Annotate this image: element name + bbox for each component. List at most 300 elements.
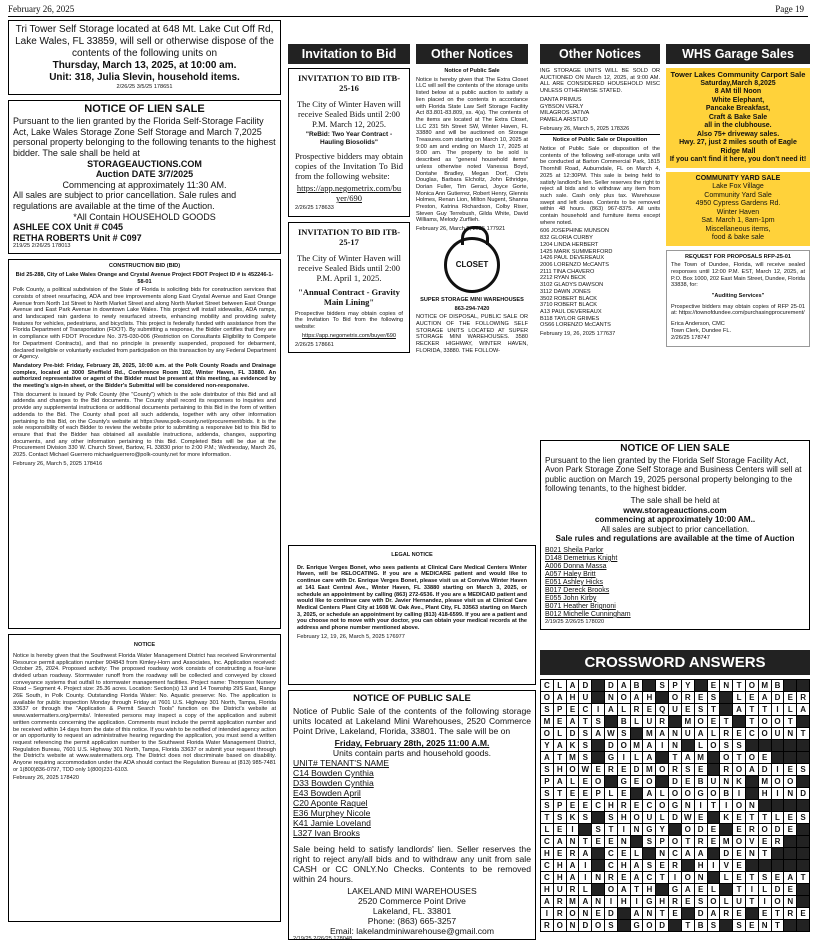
- crossword-cell: A: [567, 860, 580, 872]
- crossword-cell: H: [656, 896, 669, 908]
- crossword-cell: R: [631, 704, 644, 716]
- crossword-block: [656, 776, 669, 788]
- rfp-signature: Erica Anderson, CMC Town Clerk, Dundee FL. 2/26/25 178747: [671, 321, 732, 341]
- crossword-cell: E: [784, 764, 797, 776]
- lakeland-unit: K41 Jamie Loveland: [293, 818, 371, 828]
- crossword-cell: H: [618, 896, 631, 908]
- page-date: February 26, 2025: [8, 4, 75, 14]
- crossword-cell: O: [772, 776, 785, 788]
- crossword-cell: M: [643, 764, 656, 776]
- lien-contains: *All Contain HOUSEHOLD GOODS: [73, 211, 216, 222]
- crossword-cell: D: [605, 740, 618, 752]
- crossword-block: [708, 872, 721, 884]
- lakeland-phone: Phone: (863) 665-3257: [367, 916, 457, 926]
- crossword-cell: D: [695, 908, 708, 920]
- crossword-cell: L: [772, 812, 785, 824]
- crossword-cell: A: [554, 776, 567, 788]
- crossword-header: CROSSWORD ANSWERS: [540, 650, 810, 675]
- crossword-cell: R: [720, 728, 733, 740]
- crossword-cell: A: [541, 752, 554, 764]
- crossword-cell: O: [669, 836, 682, 848]
- crossword-cell: T: [554, 788, 567, 800]
- crossword-cell: A: [605, 704, 618, 716]
- super-storage-phone: 863-294-7420: [454, 305, 490, 312]
- crossword-cell: U: [669, 704, 682, 716]
- crossword-cell: A: [618, 884, 631, 896]
- crossword-cell: O: [733, 764, 746, 776]
- crossword-cell: R: [554, 896, 567, 908]
- crossword-cell: N: [784, 896, 797, 908]
- crossword-cell: G: [643, 896, 656, 908]
- crossword-cell: L: [656, 788, 669, 800]
- crossword-cell: G: [618, 776, 631, 788]
- crossword-cell: D: [797, 788, 810, 800]
- crossword-cell: S: [797, 812, 810, 824]
- crossword-block: [784, 800, 797, 812]
- crossword-cell: E: [592, 908, 605, 920]
- crossword-cell: R: [746, 824, 759, 836]
- crossword-cell: O: [784, 776, 797, 788]
- lakeland-unit: E36 Murphey Nicole: [293, 808, 371, 818]
- crossword-cell: T: [746, 812, 759, 824]
- crossword-block: [682, 860, 695, 872]
- crossword-cell: A: [695, 848, 708, 860]
- crossword-block: [797, 776, 810, 788]
- crossword-block: [797, 860, 810, 872]
- crossword-cell: O: [618, 692, 631, 704]
- crossword-cell: U: [772, 728, 785, 740]
- lake-fox-details: Lake Fox Village Community Yard Sale 4950 Cypress Gardens Rd. Winter Haven Sat. March 1, 8am-1pm Miscellaneous items, food & bake sale: [695, 183, 781, 241]
- extra-closet-body: Notice is hereby given that The Extra Closet LLC will sell the contents of the storage units listed below at a public auction to satisfy a lien placed on the contents in accordance with Florida State Law Self Storage Facility Act 83.801-83.809, ss. 4(a). The contents of the items are located at The Extra Closet, LLC 231 5th Street SW, Winter Haven, FL 33880 and will be auctioned on Storage Treasures.com starting on March 10, 2025 at 9:00 am and ending on March 17, 2025 at 9:00 am. The property to be sold is described as "general household items" unless otherwise noted Vanessa Boyd, Dontahe Bradley, Megan Dorf, Chris Douglas, Barbara Elcholtz, John Ethridge, Dorian Fuller, Tim Geraci, Joyce Gorte, Monica Ann Gutierrez, Robert Henry, Glennis Holmes, Renan Lion, Milton Nugent, Shanna Preston, Katrina Richardson, Colby Riser, Steven Guy Terrebush, Gilda White, David Williams, Melody Zurflieh.: [416, 76, 528, 224]
- crossword-cell: L: [631, 716, 644, 728]
- super-storage-foot: February 26, March 5, 2025 178326: [540, 125, 630, 132]
- crossword-block: [656, 884, 669, 896]
- crossword-cell: S: [733, 920, 746, 932]
- itb-17-link[interactable]: https://app.negometrix.com/buyer/690: [302, 332, 396, 339]
- crossword-cell: T: [746, 716, 759, 728]
- crossword-cell: D: [631, 764, 644, 776]
- crossword-cell: O: [567, 764, 580, 776]
- crossword-cell: O: [733, 800, 746, 812]
- crossword-block: [631, 728, 644, 740]
- dundee-rfp: [666, 250, 810, 348]
- crossword-cell: B: [631, 680, 644, 692]
- crossword-cell: N: [720, 680, 733, 692]
- crossword-cell: U: [554, 884, 567, 896]
- crossword-cell: B: [720, 788, 733, 800]
- barton-notice: [540, 134, 660, 337]
- crossword-cell: C: [579, 704, 592, 716]
- crossword-cell: I: [772, 764, 785, 776]
- crossword-cell: I: [579, 872, 592, 884]
- crossword-cell: G: [631, 920, 644, 932]
- crossword-cell: A: [579, 896, 592, 908]
- crossword-cell: L: [554, 728, 567, 740]
- crossword-cell: H: [618, 812, 631, 824]
- crossword-block: [656, 752, 669, 764]
- crossword-block: [592, 812, 605, 824]
- crossword-cell: H: [554, 764, 567, 776]
- crossword-cell: O: [669, 788, 682, 800]
- crossword-cell: T: [682, 920, 695, 932]
- crossword-cell: P: [669, 680, 682, 692]
- crossword-cell: A: [631, 692, 644, 704]
- crossword-cell: S: [682, 764, 695, 776]
- tri-tower-notice: [8, 20, 281, 95]
- crossword-cell: A: [695, 728, 708, 740]
- rfp-subject: "Auditing Services": [711, 293, 765, 300]
- lien-commencing: Commencing at approximately 11:30 AM.: [62, 179, 227, 190]
- crossword-cell: C: [605, 848, 618, 860]
- crossword-cell: N: [631, 824, 644, 836]
- crossword-cell: R: [554, 908, 567, 920]
- crossword-cell: L: [554, 680, 567, 692]
- crossword-cell: A: [631, 860, 644, 872]
- crossword-cell: T: [579, 716, 592, 728]
- itb-16: [288, 68, 410, 217]
- crossword-cell: T: [759, 812, 772, 824]
- crossword-cell: E: [682, 776, 695, 788]
- crossword-cell: C: [541, 680, 554, 692]
- crossword-cell: S: [541, 704, 554, 716]
- crossword-cell: S: [579, 752, 592, 764]
- crossword-cell: E: [669, 908, 682, 920]
- construction-p3: This document is issued by Polk County (the "County") which is the sole distributor of this Bid and all addenda and changes to the Bid documents. The County shall record its responses to inquiries and provide any supplemental instructions or additional documents pertaining to this Bid in the form of written addenda to the Bid. The County shall post all such addenda, together with any other information pertaining to this Bid, on the County's website at https://www.polk-county.net/procurement/bids. It is the sole responsibility of each Bidder to review the website prior to submitting a responsive bid to this Bid to ensure that that the Bidder has obtained all available instructions, addenda, changes, supporting documents, and any other information pertaining to this Bid. Completed Bids will be due at the Procurement Division 330 W. Church Street, Bartow, FL 33830 prior to 2:00 P.M.; Wednesday, March 26, 2025. Contact Michael Guerrero michaelguerrero@polk-county.net for more information.: [13, 391, 276, 459]
- crossword-cell: D: [720, 848, 733, 860]
- crossword-cell: L: [708, 884, 721, 896]
- crossword-cell: E: [708, 716, 721, 728]
- crossword-block: [592, 752, 605, 764]
- construction-bid-notice: [8, 259, 281, 629]
- crossword-cell: S: [720, 740, 733, 752]
- super-storage-logo: CLOSET: [444, 237, 500, 293]
- crossword-cell: B: [695, 776, 708, 788]
- avon-unit: A057 Haley Britt: [545, 570, 596, 578]
- avon-site: www.storageauctions.com: [623, 505, 727, 515]
- crossword-cell: O: [618, 740, 631, 752]
- crossword-cell: D: [772, 824, 785, 836]
- crossword-cell: E: [733, 860, 746, 872]
- crossword-block: [720, 692, 733, 704]
- itb-17-title: INVITATION TO BID ITB-25-17: [297, 226, 401, 247]
- crossword-cell: M: [643, 728, 656, 740]
- construction-p1: Polk County, a political subdivision of the State of Florida is soliciting bids for construction services that consists of street resurfacing, ADA and tree improvements along East Crystal Avenue and East Orange Avenue from North 1st Street to North Market Street and along North Market Street between East Orange Avenue and East Park Avenue in downtown Lake Wales. This project will install sidewalks, ADA ramps, and landscaped rain gardens to newly resurfaced streets, enhancing mobility and providing safety features for vehicles, pedestrians, and bicyclists. This project is federally funded with assistance from the Florida Department of Transportation (FDOT). By submitting a response, the Bidder certifies that they are in compliance with FDOT Procedure No. 375-030-006 (Restriction on Consultants Eligibility to Compete for Department Contracts), and that no principle is presently suspended, proposed for debarment, declared ineligible or voluntarily excluded from participation on this transaction by any Federal Department or Agency.: [13, 287, 276, 361]
- crossword-cell: P: [554, 800, 567, 812]
- crossword-cell: M: [567, 752, 580, 764]
- crossword-cell: E: [759, 908, 772, 920]
- crossword-cell: T: [733, 752, 746, 764]
- crossword-cell: E: [554, 824, 567, 836]
- crossword-cell: M: [541, 716, 554, 728]
- crossword-cell: O: [656, 800, 669, 812]
- crossword-cell: O: [682, 872, 695, 884]
- crossword-cell: O: [567, 908, 580, 920]
- crossword-cell: N: [669, 740, 682, 752]
- avon-unit: B017 Dereck Brooks: [545, 586, 610, 594]
- crossword-cell: A: [682, 752, 695, 764]
- crossword-cell: E: [695, 764, 708, 776]
- crossword-cell: E: [618, 848, 631, 860]
- crossword-cell: E: [733, 908, 746, 920]
- crossword-block: [746, 776, 759, 788]
- lakeland-table-header: UNIT# TENANT'S NAME: [293, 758, 390, 768]
- crossword-cell: E: [643, 704, 656, 716]
- crossword-cell: I: [708, 860, 721, 872]
- crossword-cell: R: [567, 848, 580, 860]
- crossword-cell: H: [643, 884, 656, 896]
- lakeland-date: Friday, February 28th, 2025 11:00 A.M.: [334, 738, 490, 748]
- crossword-cell: T: [746, 896, 759, 908]
- crossword-cell: R: [669, 860, 682, 872]
- crossword-cell: I: [579, 860, 592, 872]
- crossword-cell: O: [592, 776, 605, 788]
- crossword-cell: O: [708, 740, 721, 752]
- super-storage-notice: [416, 297, 528, 355]
- crossword-cell: A: [643, 740, 656, 752]
- lakeland-foot: 2/19/25 2/26/25 178048: [293, 936, 353, 940]
- crossword-cell: O: [541, 692, 554, 704]
- crossword-cell: A: [554, 692, 567, 704]
- crossword-cell: E: [708, 680, 721, 692]
- crossword-block: [592, 692, 605, 704]
- lake-fox-title: COMMUNITY YARD SALE: [695, 174, 781, 182]
- crossword-block: [669, 920, 682, 932]
- crossword-cell: U: [708, 776, 721, 788]
- legal-body: Dr. Enrique Verges Bonet, who sees patients at Clinical Care Medical Centers Winter Haven, will be RELOCATING. If you are a MEDICARE patient and would like to continue care with Dr. Enrique Verges Bonet, please visit us at Conviva Winter Haven at 141 East Central Ave., Winter Haven, FL 33880 starting on March 3, 2025, or schedule an appointment by calling (863) 272-6536. If you are a MEDICAID patient and would like to continue care with Dr. Javier Hernandez, please visit us at Clinical Care Medical Centers Plant City at 1608 W. Oak Ave., Plant City, FL 33563 starting on March 3, 2025, or schedule an appointment by calling (813) 418-6599. If you are a patient and you choose not to move with your doctor, you can obtain your medical records at the address and phone number mentioned above.: [297, 564, 527, 632]
- crossword-cell: M: [695, 752, 708, 764]
- crossword-block: [797, 848, 810, 860]
- itb-17-subject: "Annual Contract - Gravity Main Lining": [298, 286, 400, 307]
- crossword-cell: E: [784, 884, 797, 896]
- crossword-cell: A: [541, 896, 554, 908]
- crossword-cell: O: [682, 824, 695, 836]
- crossword-cell: N: [695, 872, 708, 884]
- crossword-cell: I: [631, 896, 644, 908]
- crossword-cell: C: [541, 860, 554, 872]
- crossword-cell: O: [759, 728, 772, 740]
- crossword-cell: O: [733, 836, 746, 848]
- avon-park-lien-notice: [540, 440, 810, 630]
- lien-body: Pursuant to the lien granted by the Florida Self-Storage Facility Act, Lake Wales Storage Zone Self Storage and March 7,2025 personal property belonging to the following tenants to the highest bidder. The sale shall be held at: [13, 116, 276, 159]
- itb-17: [288, 222, 410, 354]
- crossword-cell: O: [669, 692, 682, 704]
- crossword-block: [720, 704, 733, 716]
- crossword-cell: T: [669, 752, 682, 764]
- crossword-cell: E: [784, 812, 797, 824]
- crossword-block: [797, 884, 810, 896]
- barton-title: Notice of Public Sale or Disposition: [552, 137, 648, 144]
- crossword-cell: Y: [541, 740, 554, 752]
- extra-closet-foot: February 26, March 5, 2025 177921: [416, 226, 506, 233]
- crossword-cell: A: [682, 848, 695, 860]
- crossword-cell: A: [759, 692, 772, 704]
- crossword-block: [797, 716, 810, 728]
- crossword-cell: C: [541, 836, 554, 848]
- crossword-cell: A: [579, 848, 592, 860]
- construction-foot: February 26, March 5, 2025 178416: [13, 460, 103, 467]
- crossword-cell: O: [605, 884, 618, 896]
- crossword-cell: T: [708, 704, 721, 716]
- crossword-cell: L: [579, 884, 592, 896]
- crossword-cell: D: [579, 680, 592, 692]
- crossword-cell: H: [541, 848, 554, 860]
- avon-foot: 2/19/25 2/26/25 178020: [545, 618, 605, 625]
- lakeland-address-2: Lakeland, FL. 33801: [372, 906, 452, 916]
- crossword-cell: N: [669, 728, 682, 740]
- crossword-block: [592, 860, 605, 872]
- lakeland-terms: Sale being held to satisfy landlords' lien. Seller reserves the right to reject any/all bids and to withdraw any unit from sale CASH or CC ONLY.No Checks. Contents to be removed within 24 hours.: [293, 844, 531, 884]
- crossword-block: [669, 716, 682, 728]
- crossword-cell: E: [554, 848, 567, 860]
- crossword-cell: O: [695, 716, 708, 728]
- crossword-cell: N: [579, 908, 592, 920]
- crossword-cell: S: [656, 680, 669, 692]
- crossword-block: [784, 860, 797, 872]
- tower-lakes-title: Tower Lakes Community Carport Sale: [670, 70, 806, 79]
- crossword-cell: M: [759, 680, 772, 692]
- crossword-cell: T: [797, 728, 810, 740]
- crossword-cell: I: [656, 740, 669, 752]
- avon-unit: B021 Sheila Parlor: [545, 546, 604, 554]
- crossword-cell: O: [554, 920, 567, 932]
- crossword-cell: L: [720, 872, 733, 884]
- crossword-cell: E: [579, 788, 592, 800]
- crossword-block: [784, 740, 797, 752]
- avon-title: NOTICE OF LIEN SALE: [620, 443, 730, 454]
- crossword-cell: E: [746, 692, 759, 704]
- crossword-cell: P: [656, 836, 669, 848]
- tower-lakes-sale: [666, 68, 810, 168]
- lakeland-address-1: 2520 Commerce Point Drive: [358, 896, 466, 906]
- crossword-cell: A: [797, 704, 810, 716]
- itb-16-link[interactable]: https://app.negometrix.com/buyer/690: [296, 183, 402, 203]
- crossword-cell: D: [567, 728, 580, 740]
- page-number: Page 19: [775, 4, 804, 14]
- crossword-cell: H: [618, 860, 631, 872]
- crossword-cell: R: [797, 692, 810, 704]
- crossword-cell: B: [772, 680, 785, 692]
- crossword-cell: G: [669, 800, 682, 812]
- crossword-block: [656, 692, 669, 704]
- crossword-cell: S: [605, 920, 618, 932]
- crossword-cell: B: [695, 920, 708, 932]
- itb-16-title: INVITATION TO BID ITB-25-16: [297, 73, 401, 93]
- crossword-cell: P: [592, 788, 605, 800]
- crossword-cell: N: [759, 920, 772, 932]
- crossword-cell: G: [669, 884, 682, 896]
- crossword-cell: T: [682, 836, 695, 848]
- crossword-cell: U: [579, 692, 592, 704]
- crossword-cell: E: [567, 800, 580, 812]
- crossword-cell: E: [784, 824, 797, 836]
- crossword-cell: R: [784, 908, 797, 920]
- swfwmd-notice: [8, 634, 281, 922]
- avon-unit: E051 Ashley Hicks: [545, 578, 603, 586]
- crossword-cell: A: [554, 836, 567, 848]
- crossword-cell: O: [759, 716, 772, 728]
- crossword-cell: E: [631, 800, 644, 812]
- crossword-cell: C: [643, 800, 656, 812]
- crossword-cell: T: [605, 824, 618, 836]
- crossword-block: [669, 824, 682, 836]
- crossword-cell: R: [605, 872, 618, 884]
- crossword-cell: E: [772, 872, 785, 884]
- lakeland-note: Units contain parts and household goods.: [332, 748, 492, 758]
- crossword-cell: I: [567, 824, 580, 836]
- crossword-cell: T: [733, 680, 746, 692]
- crossword-cell: C: [669, 848, 682, 860]
- crossword-cell: L: [695, 740, 708, 752]
- avon-terms: All sales are subject to prior cancellation.: [600, 524, 750, 534]
- crossword-cell: A: [784, 872, 797, 884]
- crossword-cell: A: [631, 908, 644, 920]
- crossword-block: [759, 800, 772, 812]
- crossword-cell: I: [759, 896, 772, 908]
- crossword-cell: V: [746, 836, 759, 848]
- crossword-cell: A: [567, 680, 580, 692]
- barton-body: Notice of Public Sale or disposition of the contents of the following self-storage units will be conducted at Barton Commercial Park, 1815 Thornhill Road, Auburndale, FL on March 4, 2025 at 12:30PM. This sale is being held to satisfy landlord's lien. Seller reserves the right to reject all bids and to withdraw any item from such sale. Cash only plus tax. Warehouse swept and left clean. Contents to be removed within 48 hours. (863) 967-8375. All units contain household and furniture items except where noted.: [540, 146, 660, 226]
- crossword-block: [797, 740, 810, 752]
- crossword-cell: T: [772, 920, 785, 932]
- crossword-block: [592, 848, 605, 860]
- crossword-cell: H: [554, 872, 567, 884]
- avon-unit: B071 Heather Brignoni: [545, 602, 616, 610]
- crossword-cell: D: [772, 692, 785, 704]
- crossword-cell: O: [592, 920, 605, 932]
- crossword-cell: T: [746, 872, 759, 884]
- crossword-cell: H: [759, 788, 772, 800]
- crossword-block: [618, 920, 631, 932]
- crossword-cell: H: [541, 884, 554, 896]
- crossword-block: [720, 824, 733, 836]
- crossword-cell: E: [746, 920, 759, 932]
- crossword-block: [746, 788, 759, 800]
- crossword-cell: A: [708, 908, 721, 920]
- legal-title: LEGAL NOTICE: [391, 552, 433, 558]
- avon-commencing: commencing at approximately 10:00 AM..: [594, 515, 756, 525]
- crossword-cell: S: [643, 836, 656, 848]
- crossword-block: [784, 920, 797, 932]
- crossword-cell: E: [733, 872, 746, 884]
- crossword-cell: H: [605, 800, 618, 812]
- crossword-cell: S: [759, 872, 772, 884]
- crossword-cell: L: [631, 752, 644, 764]
- legal-foot: February 12, 19, 26, March 5, 2025 176977: [297, 633, 405, 640]
- crossword-cell: D: [605, 908, 618, 920]
- lien-auction-date: Auction DATE 3/7/2025: [95, 169, 194, 180]
- crossword-cell: C: [605, 860, 618, 872]
- crossword-cell: A: [567, 716, 580, 728]
- crossword-cell: E: [567, 704, 580, 716]
- crossword-cell: D: [759, 764, 772, 776]
- crossword-cell: E: [759, 836, 772, 848]
- crossword-cell: I: [720, 800, 733, 812]
- super-storage-body: NOTICE OF DISPOSAL, PUBLIC SALE OR AUCTION OF THE FOLLOWING SELF STORAGE UNITS LOCATED AT SUPER STORAGE MINI WAREHOUSES. 3580 RECKER HIGHWAY, WINTER HAVEN, FLORIDA, 33880. THE FOLLOW-: [416, 314, 528, 354]
- crossword-cell: E: [733, 824, 746, 836]
- crossword-cell: S: [541, 800, 554, 812]
- crossword-cell: E: [733, 812, 746, 824]
- crossword-cell: S: [708, 920, 721, 932]
- crossword-block: [708, 764, 721, 776]
- crossword-cell: T: [720, 716, 733, 728]
- legal-notice: [288, 545, 536, 685]
- crossword-cell: E: [567, 788, 580, 800]
- crossword-cell: A: [746, 764, 759, 776]
- column-3: [416, 44, 528, 536]
- garage-sales-header: WHS Garage Sales: [666, 44, 810, 64]
- lakeland-title: NOTICE OF PUBLIC SALE: [353, 693, 471, 704]
- itb-16-foot: 2/26/25 178633: [295, 205, 334, 211]
